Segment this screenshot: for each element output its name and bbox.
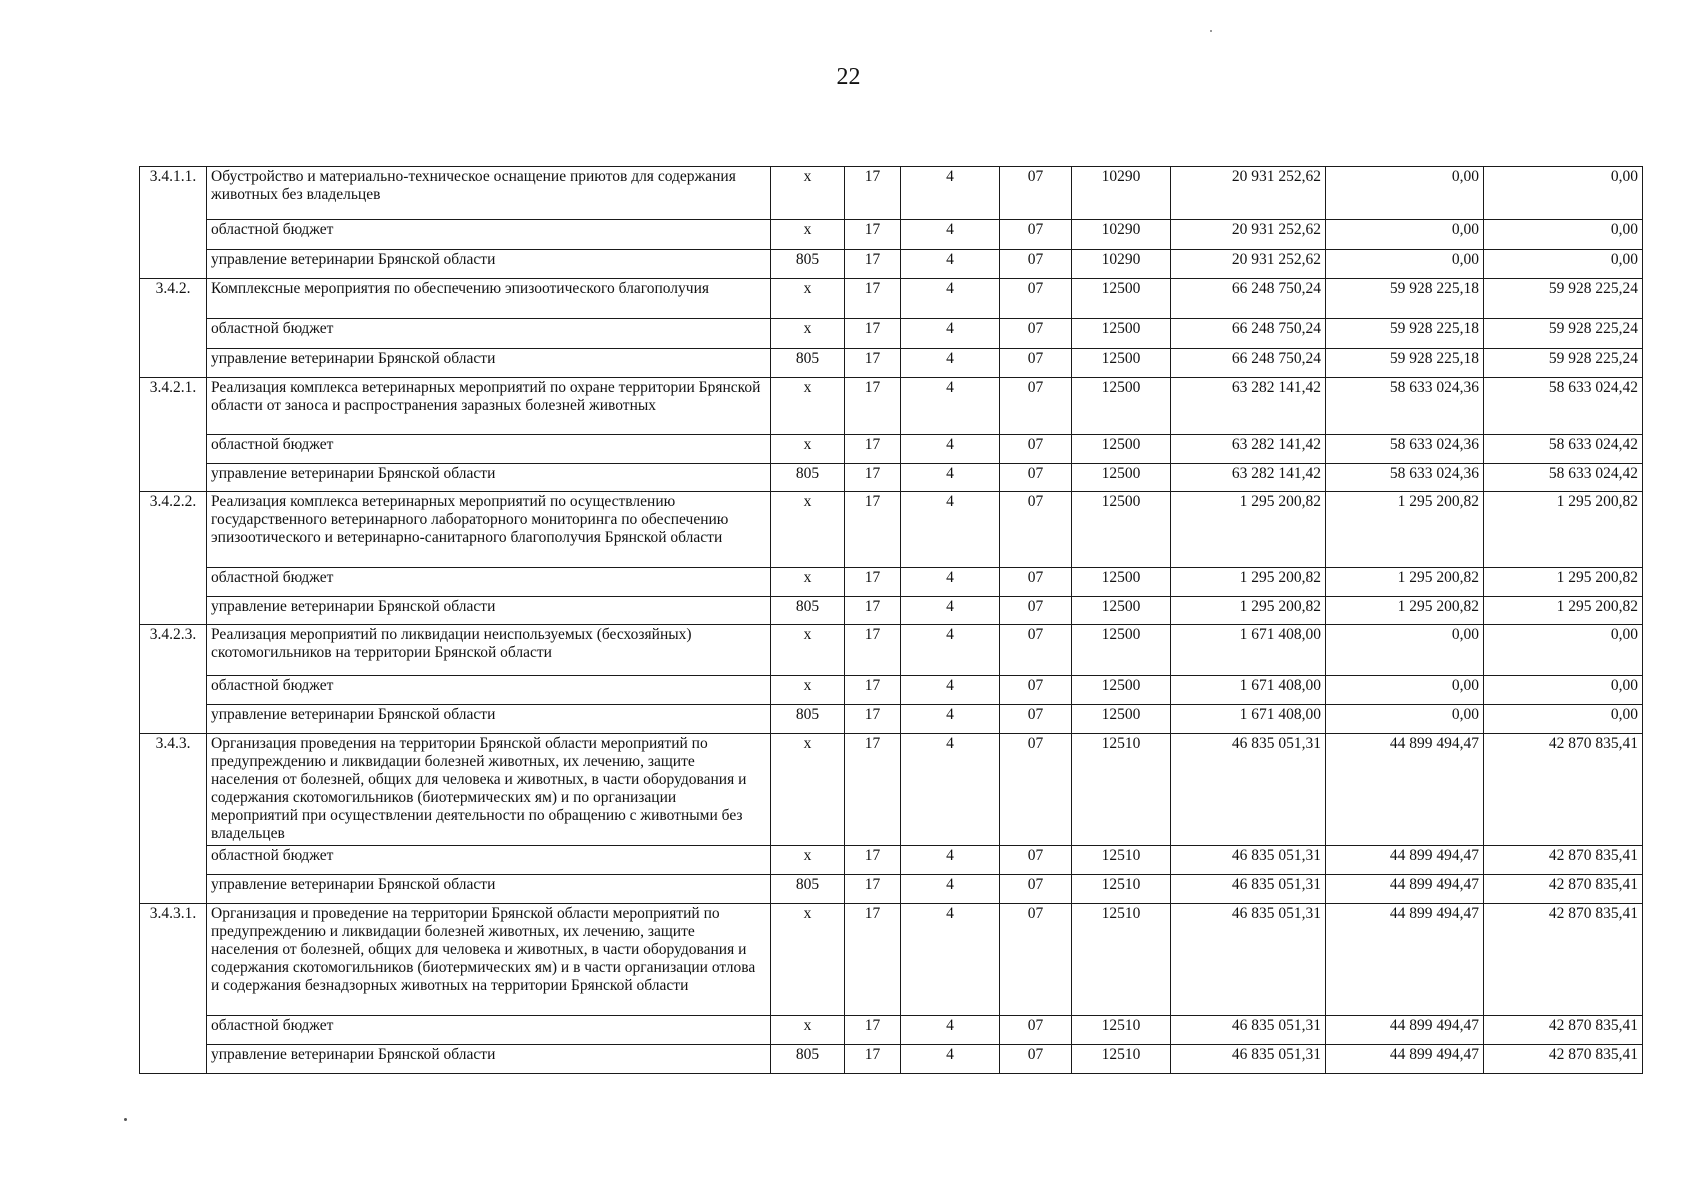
column-subprogram: 4: [901, 568, 1000, 597]
column-grbs: х: [771, 378, 845, 435]
value-year-2: 58 633 024,36: [1326, 378, 1484, 435]
item-name: Реализация комплекса ветеринарных мероприятий по охране территории Брянской области от заноса и распространения заразных болезней животных: [207, 378, 771, 435]
value-year-1: 20 931 252,62: [1171, 167, 1326, 220]
table-row-sub: [140, 349, 1643, 378]
column-main-event: 07: [1000, 676, 1072, 705]
value-year-2: 0,00: [1326, 676, 1484, 705]
item-name: Реализация комплекса ветеринарных мероприятий по осуществлению государственного ветеринарного лабораторного мониторинга по обеспечению эпизоотического и ветеринарно-санитарного благополучия Брянской области: [207, 492, 771, 568]
column-grbs: х: [771, 568, 845, 597]
item-name: областной бюджет: [207, 676, 771, 705]
table-row-sub: [140, 705, 1643, 734]
column-main-event: 07: [1000, 378, 1072, 435]
column-main-event: 07: [1000, 568, 1072, 597]
table-row-sub: [140, 875, 1643, 904]
column-main-event: 07: [1000, 492, 1072, 568]
column-grbs: х: [771, 220, 845, 250]
value-year-1: 63 282 141,42: [1171, 435, 1326, 464]
column-grbs: х: [771, 904, 845, 1016]
column-main-event: 07: [1000, 625, 1072, 676]
table-row-sub: [140, 250, 1643, 279]
item-name: Реализация мероприятий по ликвидации неиспользуемых (бесхозяйных) скотомогильников на территории Брянской области: [207, 625, 771, 676]
page-number: 22: [836, 64, 861, 90]
column-main-event: 07: [1000, 279, 1072, 319]
column-program: 17: [845, 167, 901, 220]
column-program: 17: [845, 319, 901, 349]
column-program: 17: [845, 435, 901, 464]
column-program: 17: [845, 492, 901, 568]
value-year-3: 58 633 024,42: [1484, 378, 1643, 435]
table-row-sub: [140, 1016, 1643, 1045]
table-row-item: [140, 167, 1643, 220]
column-program: 17: [845, 464, 901, 492]
column-main-event: 07: [1000, 167, 1072, 220]
table-body: [140, 167, 1643, 1074]
column-subprogram: 4: [901, 734, 1000, 846]
column-direction: 12500: [1072, 435, 1171, 464]
column-program: 17: [845, 349, 901, 378]
column-program: 17: [845, 597, 901, 625]
value-year-2: 44 899 494,47: [1326, 734, 1484, 846]
table-row-item: [140, 378, 1643, 435]
column-main-event: 07: [1000, 319, 1072, 349]
column-subprogram: 4: [901, 250, 1000, 279]
column-main-event: 07: [1000, 875, 1072, 904]
table-row-sub: [140, 220, 1643, 250]
item-name: областной бюджет: [207, 568, 771, 597]
column-subprogram: 4: [901, 875, 1000, 904]
column-subprogram: 4: [901, 597, 1000, 625]
item-code: 3.4.2.: [140, 279, 207, 378]
value-year-1: 46 835 051,31: [1171, 734, 1326, 846]
column-main-event: 07: [1000, 464, 1072, 492]
column-main-event: 07: [1000, 250, 1072, 279]
table-row-item: [140, 625, 1643, 676]
value-year-2: 0,00: [1326, 705, 1484, 734]
value-year-3: 59 928 225,24: [1484, 279, 1643, 319]
column-main-event: 07: [1000, 597, 1072, 625]
value-year-1: 1 671 408,00: [1171, 676, 1326, 705]
column-program: 17: [845, 1045, 901, 1074]
column-program: 17: [845, 250, 901, 279]
column-direction: 12510: [1072, 1045, 1171, 1074]
value-year-3: 0,00: [1484, 625, 1643, 676]
column-direction: 12510: [1072, 846, 1171, 875]
value-year-2: 44 899 494,47: [1326, 875, 1484, 904]
value-year-2: 58 633 024,36: [1326, 464, 1484, 492]
column-program: 17: [845, 705, 901, 734]
column-subprogram: 4: [901, 435, 1000, 464]
value-year-3: 1 295 200,82: [1484, 597, 1643, 625]
value-year-3: 42 870 835,41: [1484, 846, 1643, 875]
column-direction: 12500: [1072, 349, 1171, 378]
value-year-3: 0,00: [1484, 705, 1643, 734]
column-main-event: 07: [1000, 220, 1072, 250]
column-program: 17: [845, 676, 901, 705]
column-subprogram: 4: [901, 705, 1000, 734]
value-year-1: 66 248 750,24: [1171, 279, 1326, 319]
value-year-2: 59 928 225,18: [1326, 349, 1484, 378]
value-year-3: 58 633 024,42: [1484, 435, 1643, 464]
table-row-sub: [140, 435, 1643, 464]
column-subprogram: 4: [901, 676, 1000, 705]
value-year-1: 1 295 200,82: [1171, 597, 1326, 625]
column-program: 17: [845, 904, 901, 1016]
item-name: Организация проведения на территории Брянской области мероприятий по предупреждению и ликвидации болезней животных, их лечению, защите населения от болезней, общих для человека и животных, в части оборудования и содержания скотомогильников (биотермических ям) и по организации мероприятий при осуществлении деятельности по обращению с животными без владельцев: [207, 734, 771, 846]
value-year-3: 59 928 225,24: [1484, 349, 1643, 378]
value-year-1: 46 835 051,31: [1171, 875, 1326, 904]
item-name: управление ветеринарии Брянской области: [207, 250, 771, 279]
column-direction: 12500: [1072, 705, 1171, 734]
column-main-event: 07: [1000, 1016, 1072, 1045]
value-year-1: 63 282 141,42: [1171, 378, 1326, 435]
column-grbs: 805: [771, 464, 845, 492]
column-subprogram: 4: [901, 378, 1000, 435]
column-subprogram: 4: [901, 349, 1000, 378]
column-direction: 12500: [1072, 279, 1171, 319]
column-program: 17: [845, 1016, 901, 1045]
item-name: управление ветеринарии Брянской области: [207, 705, 771, 734]
column-direction: 10290: [1072, 220, 1171, 250]
value-year-3: 42 870 835,41: [1484, 1016, 1643, 1045]
item-name: областной бюджет: [207, 220, 771, 250]
column-subprogram: 4: [901, 464, 1000, 492]
item-code: 3.4.1.1.: [140, 167, 207, 279]
column-direction: 12500: [1072, 464, 1171, 492]
column-direction: 12500: [1072, 492, 1171, 568]
value-year-3: 0,00: [1484, 250, 1643, 279]
column-subprogram: 4: [901, 1045, 1000, 1074]
value-year-2: 44 899 494,47: [1326, 846, 1484, 875]
column-grbs: х: [771, 676, 845, 705]
column-grbs: х: [771, 319, 845, 349]
column-grbs: х: [771, 435, 845, 464]
value-year-1: 66 248 750,24: [1171, 319, 1326, 349]
item-code: 3.4.2.3.: [140, 625, 207, 734]
value-year-3: 42 870 835,41: [1484, 1045, 1643, 1074]
value-year-2: 58 633 024,36: [1326, 435, 1484, 464]
value-year-3: 1 295 200,82: [1484, 568, 1643, 597]
column-grbs: х: [771, 734, 845, 846]
column-grbs: х: [771, 492, 845, 568]
item-name: управление ветеринарии Брянской области: [207, 349, 771, 378]
column-subprogram: 4: [901, 904, 1000, 1016]
value-year-2: 0,00: [1326, 220, 1484, 250]
value-year-1: 46 835 051,31: [1171, 846, 1326, 875]
table-row-sub: [140, 597, 1643, 625]
value-year-1: 46 835 051,31: [1171, 1045, 1326, 1074]
column-program: 17: [845, 220, 901, 250]
value-year-2: 0,00: [1326, 625, 1484, 676]
column-direction: 12510: [1072, 734, 1171, 846]
value-year-2: 44 899 494,47: [1326, 904, 1484, 1016]
item-name: управление ветеринарии Брянской области: [207, 875, 771, 904]
value-year-2: 44 899 494,47: [1326, 1016, 1484, 1045]
column-grbs: х: [771, 1016, 845, 1045]
value-year-1: 1 671 408,00: [1171, 625, 1326, 676]
column-direction: 12500: [1072, 676, 1171, 705]
value-year-1: 63 282 141,42: [1171, 464, 1326, 492]
column-program: 17: [845, 875, 901, 904]
table-row-sub: [140, 676, 1643, 705]
column-main-event: 07: [1000, 1045, 1072, 1074]
item-name: управление ветеринарии Брянской области: [207, 464, 771, 492]
value-year-1: 46 835 051,31: [1171, 1016, 1326, 1045]
column-direction: 12510: [1072, 875, 1171, 904]
value-year-3: 42 870 835,41: [1484, 875, 1643, 904]
item-name: Обустройство и материально-техническое оснащение приютов для содержания животных без владельцев: [207, 167, 771, 220]
value-year-1: 20 931 252,62: [1171, 220, 1326, 250]
value-year-3: 0,00: [1484, 220, 1643, 250]
value-year-3: 0,00: [1484, 167, 1643, 220]
column-grbs: х: [771, 625, 845, 676]
table-row-sub: [140, 568, 1643, 597]
column-subprogram: 4: [901, 319, 1000, 349]
column-main-event: 07: [1000, 435, 1072, 464]
column-grbs: х: [771, 279, 845, 319]
table-row-sub: [140, 464, 1643, 492]
scan-dot: [124, 1118, 127, 1121]
column-main-event: 07: [1000, 904, 1072, 1016]
item-code: 3.4.3.1.: [140, 904, 207, 1074]
item-code: 3.4.2.2.: [140, 492, 207, 625]
value-year-2: 59 928 225,18: [1326, 319, 1484, 349]
column-program: 17: [845, 279, 901, 319]
value-year-1: 46 835 051,31: [1171, 904, 1326, 1016]
value-year-3: 42 870 835,41: [1484, 904, 1643, 1016]
column-main-event: 07: [1000, 734, 1072, 846]
value-year-2: 1 295 200,82: [1326, 568, 1484, 597]
item-code: 3.4.3.: [140, 734, 207, 904]
column-grbs: 805: [771, 1045, 845, 1074]
column-program: 17: [845, 846, 901, 875]
column-main-event: 07: [1000, 349, 1072, 378]
value-year-3: 1 295 200,82: [1484, 492, 1643, 568]
table-row-item: [140, 734, 1643, 846]
column-subprogram: 4: [901, 279, 1000, 319]
table-row-item: [140, 492, 1643, 568]
value-year-3: 0,00: [1484, 676, 1643, 705]
column-direction: 12500: [1072, 568, 1171, 597]
column-grbs: 805: [771, 250, 845, 279]
column-program: 17: [845, 734, 901, 846]
column-grbs: х: [771, 846, 845, 875]
item-name: Организация и проведение на территории Брянской области мероприятий по предупреждению и ликвидации болезней животных, их лечению, защите населения от болезней, общих для человека и животных, в части оборудования и содержания скотомогильников (биотермических ям) и в части организации отлова и содержания безнадзорных животных на территории Брянской области: [207, 904, 771, 1016]
column-grbs: 805: [771, 349, 845, 378]
value-year-1: 1 295 200,82: [1171, 492, 1326, 568]
value-year-1: 20 931 252,62: [1171, 250, 1326, 279]
table-row-item: [140, 904, 1643, 1016]
column-direction: 12500: [1072, 319, 1171, 349]
item-name: управление ветеринарии Брянской области: [207, 1045, 771, 1074]
item-name: областной бюджет: [207, 319, 771, 349]
column-direction: 12500: [1072, 625, 1171, 676]
column-program: 17: [845, 568, 901, 597]
item-name: областной бюджет: [207, 1016, 771, 1045]
column-main-event: 07: [1000, 846, 1072, 875]
value-year-3: 59 928 225,24: [1484, 319, 1643, 349]
value-year-2: 59 928 225,18: [1326, 279, 1484, 319]
item-name: областной бюджет: [207, 846, 771, 875]
table-row-sub: [140, 319, 1643, 349]
column-grbs: 805: [771, 875, 845, 904]
column-direction: 12500: [1072, 378, 1171, 435]
scan-speck: [1210, 30, 1212, 32]
item-name: областной бюджет: [207, 435, 771, 464]
budget-table: [139, 166, 1643, 1074]
column-direction: 12510: [1072, 904, 1171, 1016]
column-main-event: 07: [1000, 705, 1072, 734]
column-subprogram: 4: [901, 220, 1000, 250]
column-grbs: 805: [771, 597, 845, 625]
column-grbs: х: [771, 167, 845, 220]
value-year-2: 44 899 494,47: [1326, 1045, 1484, 1074]
column-direction: 12510: [1072, 1016, 1171, 1045]
item-code: 3.4.2.1.: [140, 378, 207, 492]
value-year-2: 1 295 200,82: [1326, 492, 1484, 568]
column-direction: 12500: [1072, 597, 1171, 625]
column-subprogram: 4: [901, 1016, 1000, 1045]
column-subprogram: 4: [901, 492, 1000, 568]
column-program: 17: [845, 378, 901, 435]
column-direction: 10290: [1072, 167, 1171, 220]
column-subprogram: 4: [901, 625, 1000, 676]
value-year-2: 0,00: [1326, 167, 1484, 220]
table-row-sub: [140, 1045, 1643, 1074]
table-row-sub: [140, 846, 1643, 875]
column-subprogram: 4: [901, 846, 1000, 875]
table-row-item: [140, 279, 1643, 319]
value-year-3: 42 870 835,41: [1484, 734, 1643, 846]
column-subprogram: 4: [901, 167, 1000, 220]
value-year-1: 1 671 408,00: [1171, 705, 1326, 734]
item-name: управление ветеринарии Брянской области: [207, 597, 771, 625]
value-year-2: 0,00: [1326, 250, 1484, 279]
item-name: Комплексные мероприятия по обеспечению эпизоотического благополучия: [207, 279, 771, 319]
value-year-2: 1 295 200,82: [1326, 597, 1484, 625]
column-program: 17: [845, 625, 901, 676]
column-grbs: 805: [771, 705, 845, 734]
value-year-1: 66 248 750,24: [1171, 349, 1326, 378]
value-year-3: 58 633 024,42: [1484, 464, 1643, 492]
column-direction: 10290: [1072, 250, 1171, 279]
value-year-1: 1 295 200,82: [1171, 568, 1326, 597]
